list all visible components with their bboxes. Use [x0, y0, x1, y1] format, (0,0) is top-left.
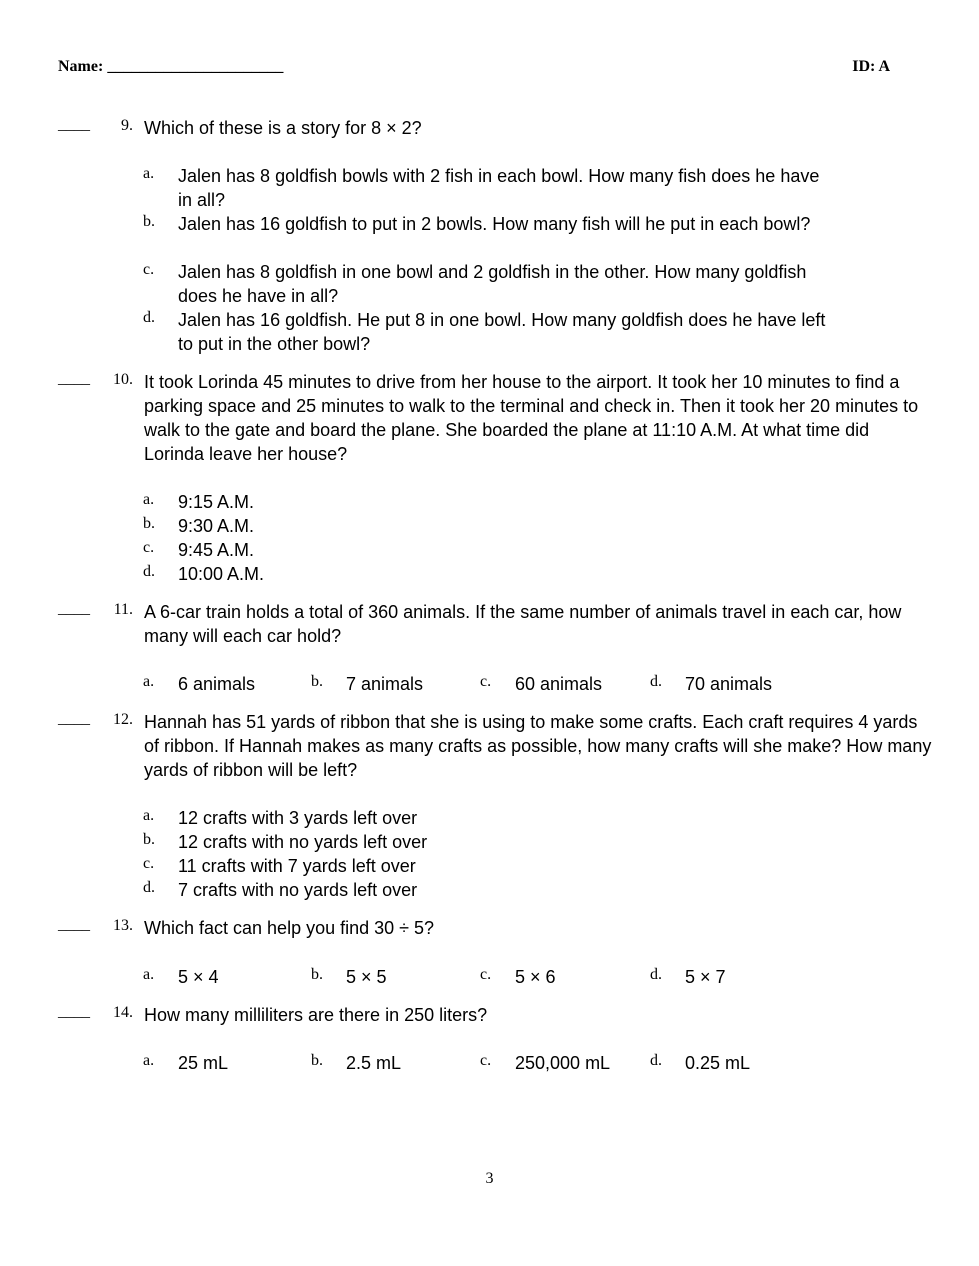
page-number: 3: [485, 1170, 494, 1187]
option-letter: d.: [650, 966, 662, 983]
option-letter: a.: [143, 673, 155, 690]
question-number: 10.: [113, 371, 133, 388]
option-text: 10:00 A.M.: [178, 564, 265, 584]
option-letter: b.: [143, 831, 155, 848]
name-label: Name:: [58, 58, 108, 75]
option-a: [0, 806, 979, 830]
option-letter: c.: [143, 539, 155, 556]
option-c: [0, 538, 979, 562]
option-text: 9:45 A.M.: [178, 540, 255, 560]
option-letter: a.: [143, 966, 155, 983]
name-blank: ______________________: [107, 58, 284, 75]
option-letter: b.: [143, 515, 155, 532]
option-letter: c.: [480, 966, 492, 983]
option-letter: d.: [143, 309, 155, 326]
question-number: 13.: [113, 917, 133, 934]
option-b: [0, 830, 979, 854]
option-text: 250,000 mL: [515, 1053, 611, 1073]
option-letter: c.: [143, 261, 155, 278]
page-header: [58, 58, 890, 82]
answer-blank: ____: [58, 1003, 90, 1020]
option-text: 11 crafts with 7 yards left over: [178, 856, 416, 876]
option-text: 6 animals: [178, 674, 256, 694]
option-letter: c.: [480, 673, 492, 690]
question-text: Which of these is a story for 8 × 2?: [144, 118, 422, 138]
option-a: [0, 490, 979, 514]
option-text: 2.5 mL: [346, 1053, 402, 1073]
answer-blank: ____: [58, 600, 90, 617]
question-number: 14.: [113, 1004, 133, 1021]
option-text: 60 animals: [515, 674, 603, 694]
answer-blank: ____: [58, 916, 90, 933]
question-text: Which fact can help you find 30 ÷ 5?: [144, 918, 435, 938]
option-letter: b.: [311, 673, 323, 690]
option-letter: d.: [650, 1052, 662, 1069]
option-d: [0, 308, 979, 356]
answer-blank: ____: [58, 116, 90, 133]
option-text: 25 mL: [178, 1053, 229, 1073]
option-text: Jalen has 8 goldfish bowls with 2 fish in each bowl. How many fish does he have in all?: [178, 166, 820, 210]
option-text: 9:15 A.M.: [178, 492, 255, 512]
option-text: 7 crafts with no yards left over: [178, 880, 418, 900]
option-d: [0, 878, 979, 902]
option-text: 0.25 mL: [685, 1053, 751, 1073]
question-text: It took Lorinda 45 minutes to drive from her house to the airport. It took her 10 minutes to find a parking space and 25 minutes to walk to the terminal and check in. Then it took her 20 minutes to walk to the gate and board the plane. She boarded the plane at 11:10 A.M. At what time did Lorinda leave her house?: [144, 372, 919, 464]
option-letter: a.: [143, 1052, 155, 1069]
option-a: [0, 164, 979, 212]
option-letter: b.: [311, 1052, 323, 1069]
question-number: 12.: [113, 711, 133, 728]
option-text: 12 crafts with no yards left over: [178, 832, 428, 852]
option-letter: c.: [480, 1052, 492, 1069]
option-letter: a.: [143, 165, 155, 182]
option-b: [0, 514, 979, 538]
option-letter: d.: [650, 673, 662, 690]
answer-blank: ____: [58, 710, 90, 727]
option-text: 7 animals: [346, 674, 424, 694]
id-label: ID: A: [852, 58, 890, 75]
option-c: [0, 854, 979, 878]
answer-blank: ____: [58, 370, 90, 387]
question-number: 11.: [113, 601, 133, 618]
option-letter: a.: [143, 807, 155, 824]
option-c: [0, 260, 979, 308]
option-text: 9:30 A.M.: [178, 516, 255, 536]
option-text: 5 × 7: [685, 967, 726, 987]
question-number: 9.: [121, 117, 133, 134]
option-letter: c.: [143, 855, 155, 872]
option-letter: d.: [143, 563, 155, 580]
option-text: Jalen has 16 goldfish to put in 2 bowls. How many fish will he put in each bowl?: [178, 214, 811, 234]
option-text: Jalen has 16 goldfish. He put 8 in one bowl. How many goldfish does he have left to put in the other bowl?: [178, 310, 826, 354]
option-text: 5 × 6: [515, 967, 556, 987]
name-field: [58, 58, 283, 76]
option-letter: a.: [143, 491, 155, 508]
option-text: 5 × 4: [178, 967, 219, 987]
option-text: Jalen has 8 goldfish in one bowl and 2 goldfish in the other. How many goldfish does he have in all?: [178, 262, 807, 306]
question-text: How many milliliters are there in 250 liters?: [144, 1005, 488, 1025]
option-letter: b.: [311, 966, 323, 983]
question-text: A 6-car train holds a total of 360 animals. If the same number of animals travel in each car, how many will each car hold?: [144, 602, 902, 646]
option-text: 12 crafts with 3 yards left over: [178, 808, 418, 828]
question-text: Hannah has 51 yards of ribbon that she is using to make some crafts. Each craft requires 4 yards of ribbon. If Hannah makes as many crafts as possible, how many crafts will she make? How many yards of ribbon will be left?: [144, 712, 932, 780]
option-b: [0, 212, 979, 260]
option-text: 70 animals: [685, 674, 773, 694]
option-letter: d.: [143, 879, 155, 896]
option-letter: b.: [143, 213, 155, 230]
option-d: [0, 562, 979, 586]
option-text: 5 × 5: [346, 967, 387, 987]
